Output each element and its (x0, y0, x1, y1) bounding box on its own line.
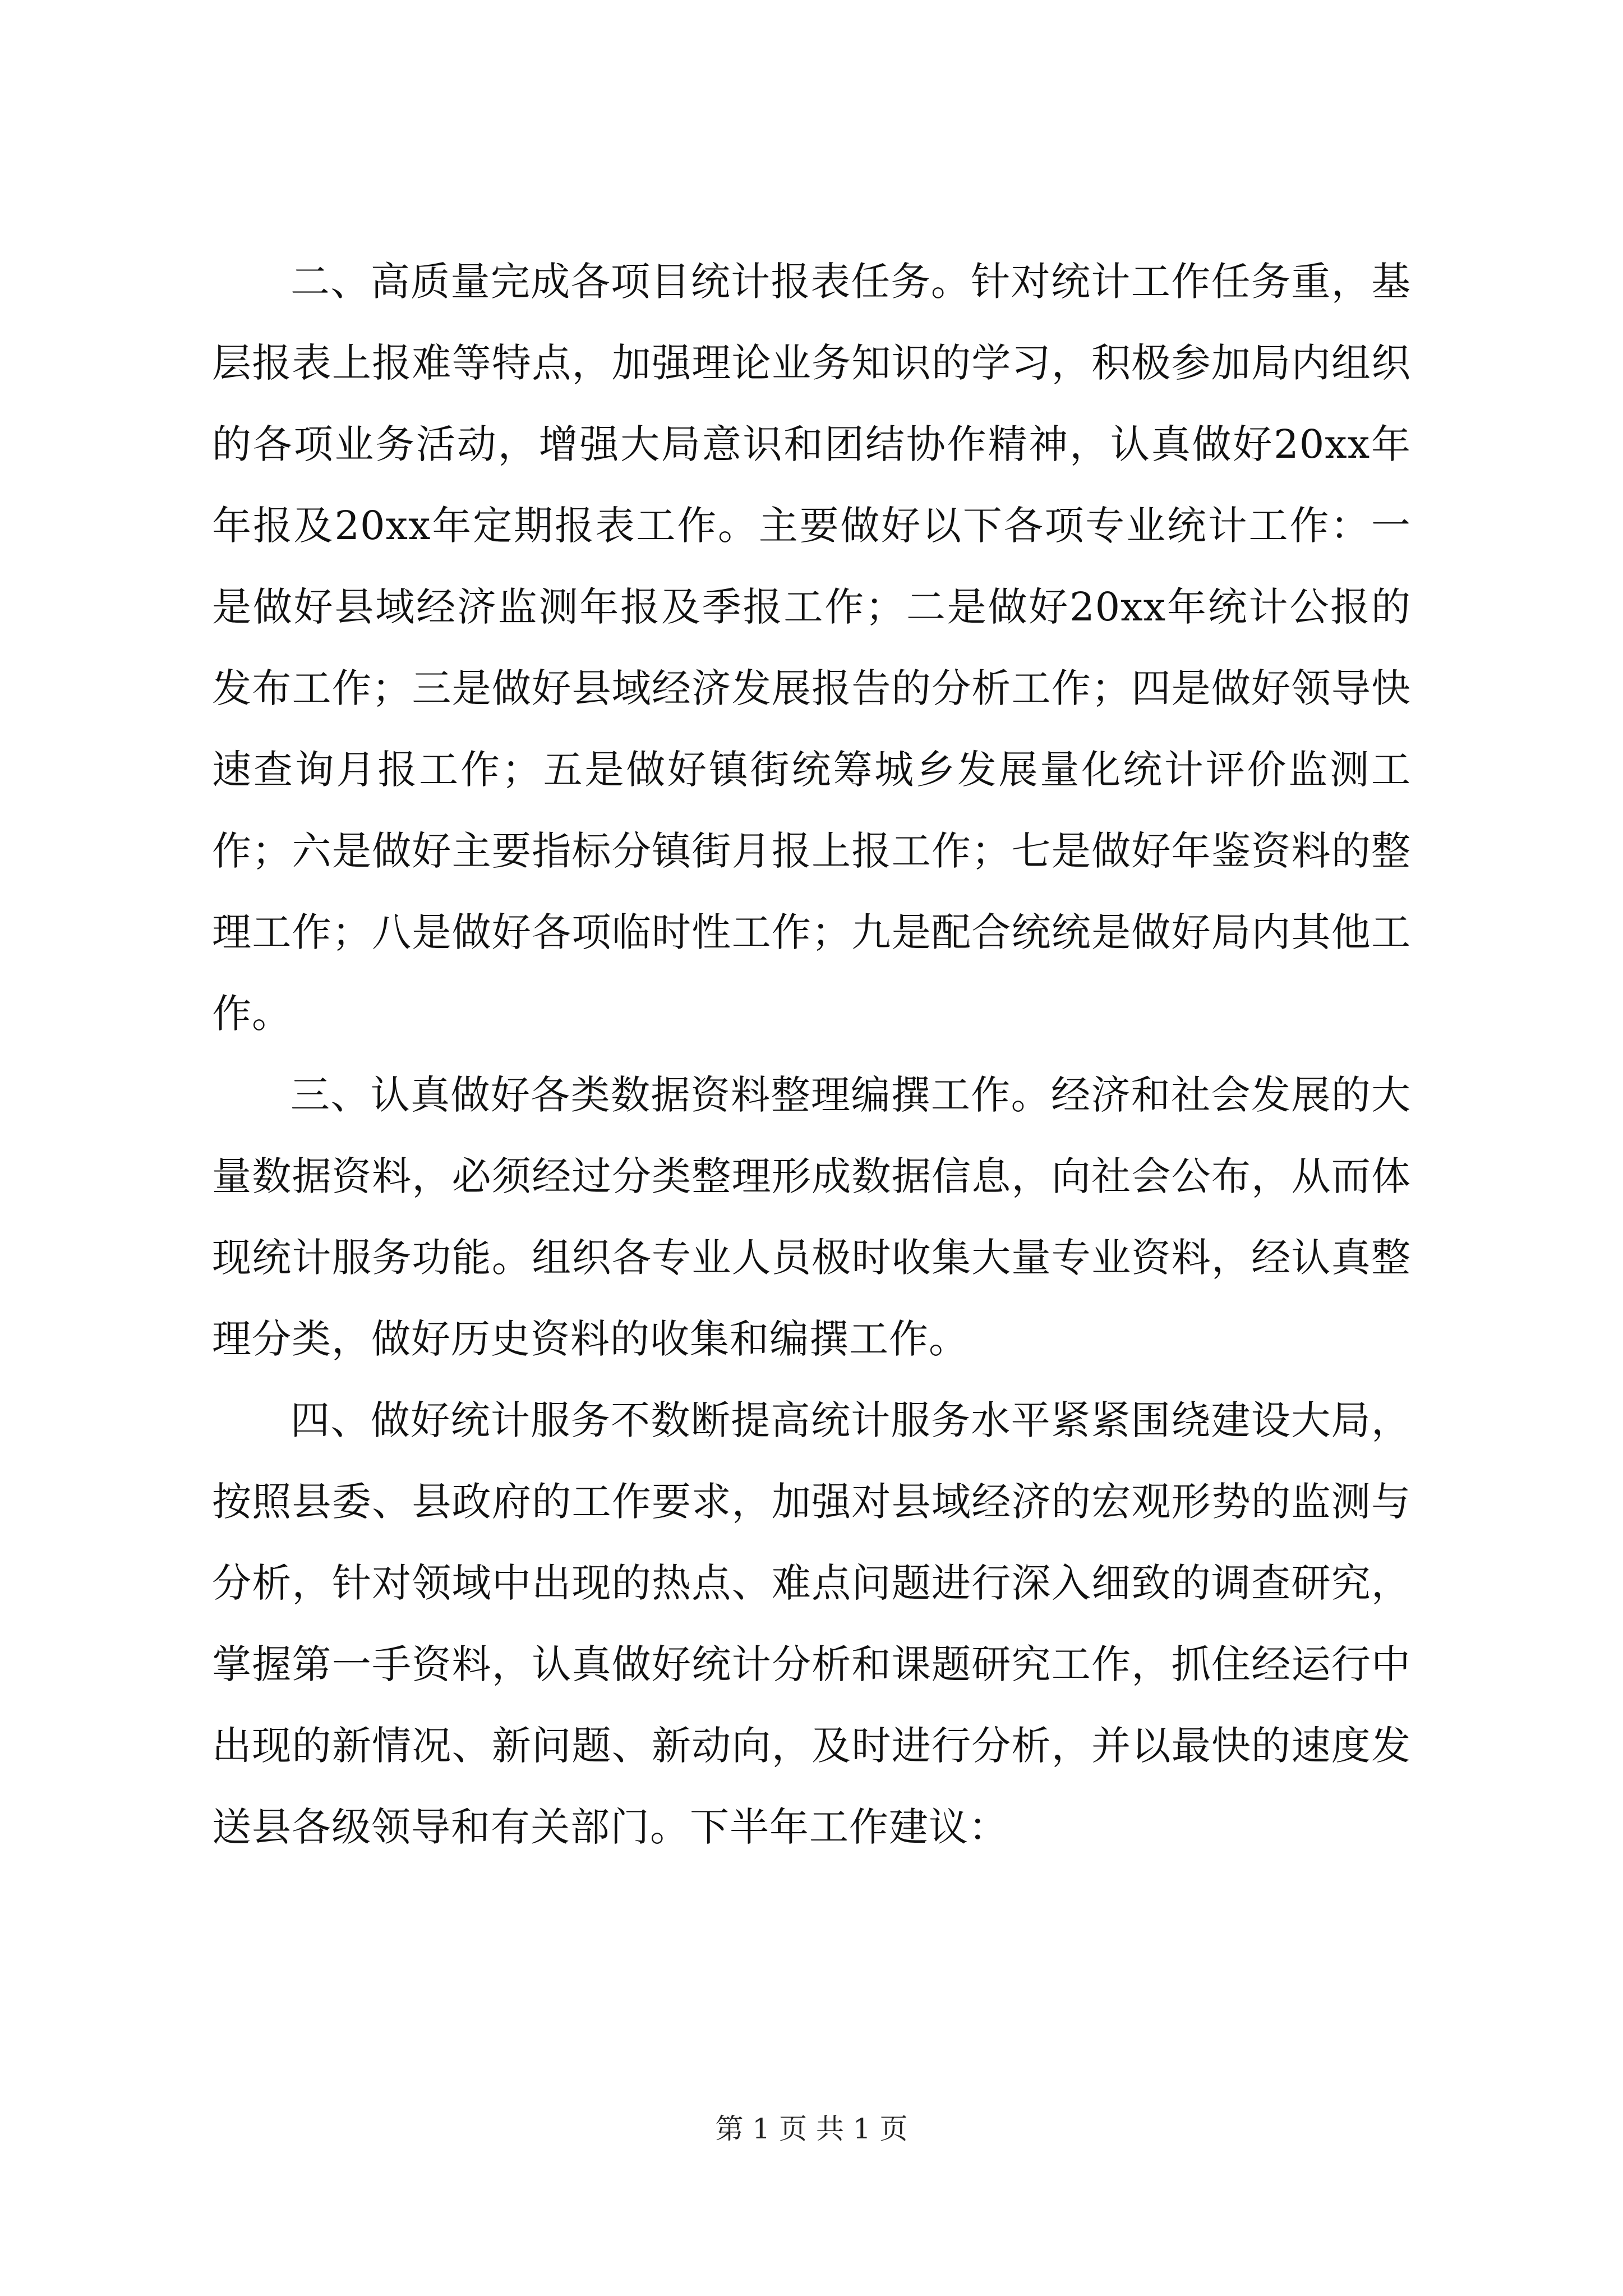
paragraph-2: 二、高质量完成各项目统计报表任务。针对统计工作任务重，基层报表上报难等特点，加强理论业务知识的学习，积极参加局内组织的各项业务活动，增强大局意识和团结协作精神，认真做好20xx年年报及20xx年定期报表工作。主要做好以下各项专业统计工作：一是做好县域经济监测年报及季报工作；二是做好20xx年统计公报的发布工作；三是做好县域经济发展报告的分析工作；四是做好领导快速查询月报工作；五是做好镇街统筹城乡发展量化统计评价监测工作；六是做好主要指标分镇街月报上报工作；七是做好年鉴资料的整理工作；八是做好各项临时性工作；九是配合统统是做好局内其他工作。 (212, 259, 1411, 1037)
paragraph-3: 三、认真做好各类数据资料整理编撰工作。经济和社会发展的大量数据资料，必须经过分类整理形成数据信息，向社会公布，从而体现统计服务功能。组织各专业人员极时收集大量专业资料，经认真整理分类，做好历史资料的收集和编撰工作。 (212, 1072, 1411, 1362)
paragraph-4: 四、做好统计服务不数断提高统计服务水平紧紧围绕建设大局，按照县委、县政府的工作要求，加强对县域经济的宏观形势的监测与分析，针对领域中出现的热点、难点问题进行深入细致的调查研究，掌握第一手资料，认真做好统计分析和课题研究工作，抓住经运行中出现的新情况、新问题、新动向，及时进行分析，并以最快的速度发送县各级领导和有关部门。下半年工作建议： (212, 1397, 1411, 1850)
page-footer: 第 1 页 共 1 页 (715, 2113, 908, 2145)
document-body (212, 241, 1411, 1868)
